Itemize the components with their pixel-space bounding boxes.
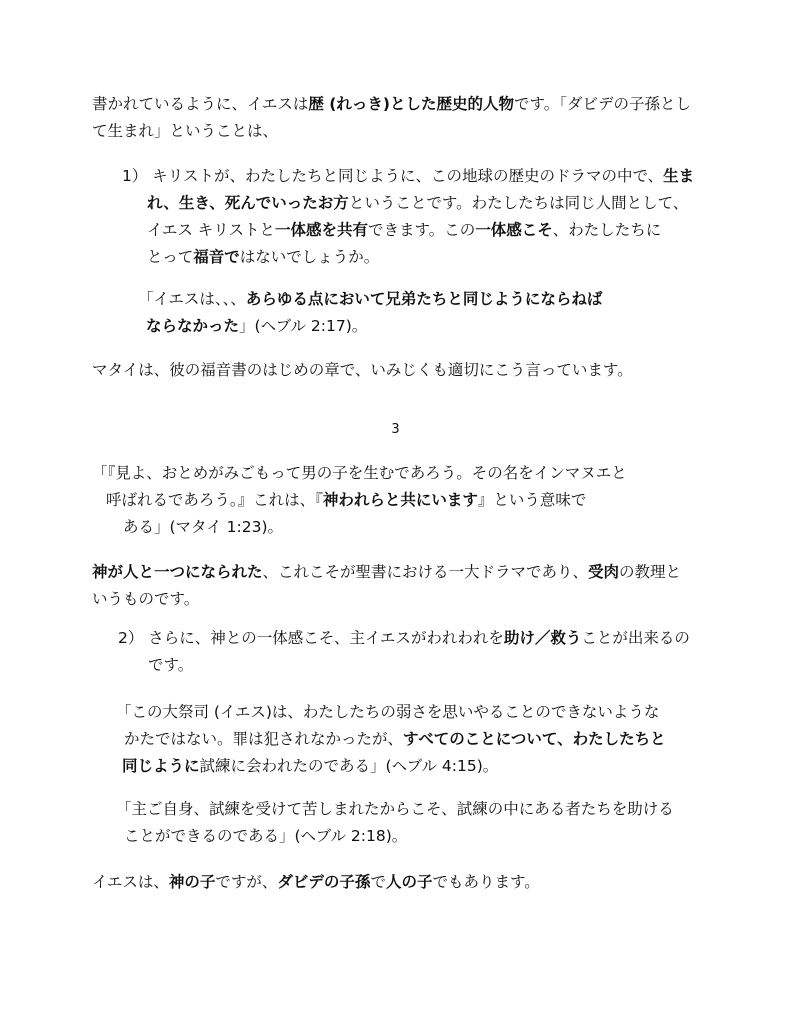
text-run: で: [370, 873, 386, 891]
text-run: 「イエスは、、、: [138, 290, 246, 308]
emphasized-text: 人の子: [385, 873, 433, 891]
paragraph-1: [92, 91, 691, 145]
text-line: [92, 118, 691, 145]
emphasized-text: 歴 (れっき)とした歴史的人物: [308, 95, 514, 113]
paragraph-10: [92, 869, 540, 896]
numbered-point-7: [118, 625, 690, 679]
text-line: [92, 487, 627, 514]
text-run: 「この大祭司 (イエス)は、わたしたちの弱さを思いやることのできないような: [116, 703, 660, 721]
quotation-5: [92, 460, 627, 541]
text-line: [122, 190, 694, 217]
text-run: 「主ご自身、試練を受けて苦しまれたからこそ、試練の中にある者たちを助ける: [116, 800, 674, 818]
text-line: [122, 163, 694, 190]
text-line: [116, 699, 666, 726]
text-line: [138, 286, 602, 313]
text-run: 、わたしたちに: [552, 221, 662, 239]
text-run: かたではない。罪は犯されなかったが、: [124, 730, 404, 748]
quotation-3: [138, 286, 602, 340]
text-run: はないでしょうか。: [239, 248, 380, 266]
emphasized-text: すべてのことについて、わたしたちと: [403, 730, 666, 748]
text-run: ということです。わたしたちは同じ人間として、: [348, 194, 689, 212]
text-line: [118, 625, 690, 652]
paragraph-4: [92, 357, 633, 384]
page-number: 3: [391, 422, 400, 437]
text-line: [92, 460, 627, 487]
emphasized-text: 一体感こそ: [475, 221, 553, 239]
emphasized-text: 受肉: [588, 563, 620, 581]
emphasized-text: あらゆる点において兄弟たちと同じようにならねば: [245, 290, 603, 308]
text-run: ですが、: [215, 873, 278, 891]
text-line: [116, 796, 674, 823]
text-line: [92, 559, 681, 586]
emphasized-text: れ、生き、死んでいったお方: [147, 194, 349, 212]
emphasized-text: 助け／救う: [503, 629, 582, 647]
text-run: とって: [147, 248, 194, 266]
emphasized-text: 神が人と一つになられた: [92, 563, 263, 581]
text-line: [92, 869, 540, 896]
text-run: でもあります。: [432, 873, 540, 891]
text-line: [92, 514, 627, 541]
paragraph-6: [92, 559, 681, 613]
text-line: [92, 91, 691, 118]
text-run: イエス キリストと: [147, 221, 275, 239]
numbered-point-2: [122, 163, 694, 271]
text-run: です。「ダビデの子孫とし: [513, 95, 691, 113]
quotation-9: [116, 796, 674, 850]
text-line: [138, 313, 602, 340]
text-run: いうものです。: [92, 590, 200, 608]
text-line: [116, 823, 674, 850]
text-run: です。: [148, 656, 194, 674]
text-run: 書かれているように、イエスは: [92, 95, 309, 113]
text-run: 試練に会われたのである」(ヘブル 4:15)。: [199, 757, 499, 775]
emphasized-text: 生ま: [663, 167, 695, 185]
emphasized-text: 同じように: [122, 757, 200, 775]
text-line: [92, 357, 633, 384]
text-run: て生まれ」ということは、: [92, 122, 279, 140]
text-run: 』という意味で: [477, 491, 587, 509]
quotation-8: [116, 699, 666, 780]
text-run: 呼ばれるであろう。』これは、『: [106, 491, 323, 509]
text-run: ことができるのである」(ヘブル 2:18)。: [124, 827, 408, 845]
text-line: [116, 753, 666, 780]
text-line: [92, 586, 681, 613]
text-run: 」(ヘブル 2:17)。: [239, 317, 368, 335]
text-run: の教理と: [619, 563, 682, 581]
text-line: [122, 244, 694, 271]
text-run: マタイは、彼の福音書のはじめの章で、いみじくも適切にこう言っています。: [92, 361, 633, 379]
emphasized-text: 一体感を共有: [275, 221, 369, 239]
emphasized-text: 神の子: [168, 873, 216, 891]
emphasized-text: ダビデの子孫: [277, 873, 371, 891]
text-run: ことが出来るの: [581, 629, 690, 647]
emphasized-text: 神われらと共にいます: [322, 491, 478, 509]
text-run: ある」(マタイ 1:23)。: [123, 518, 284, 536]
emphasized-text: ならなかった: [146, 317, 240, 335]
text-run: 2） さらに、神との一体感こそ、主イエスがわれわれを: [118, 629, 504, 647]
text-run: 「『見よ、おとめがみごもって男の子を生むであろう。その名をインマヌエと: [92, 464, 627, 482]
text-run: 、これこそが聖書における一大ドラマであり、: [262, 563, 589, 581]
text-run: イエスは、: [92, 873, 169, 891]
emphasized-text: 福音で: [193, 248, 240, 266]
text-run: 1） キリストが、わたしたちと同じように、この地球の歴史のドラマの中で、: [122, 167, 664, 185]
text-line: [118, 652, 690, 679]
text-line: [116, 726, 666, 753]
text-line: [122, 217, 694, 244]
text-run: できます。この: [368, 221, 476, 239]
